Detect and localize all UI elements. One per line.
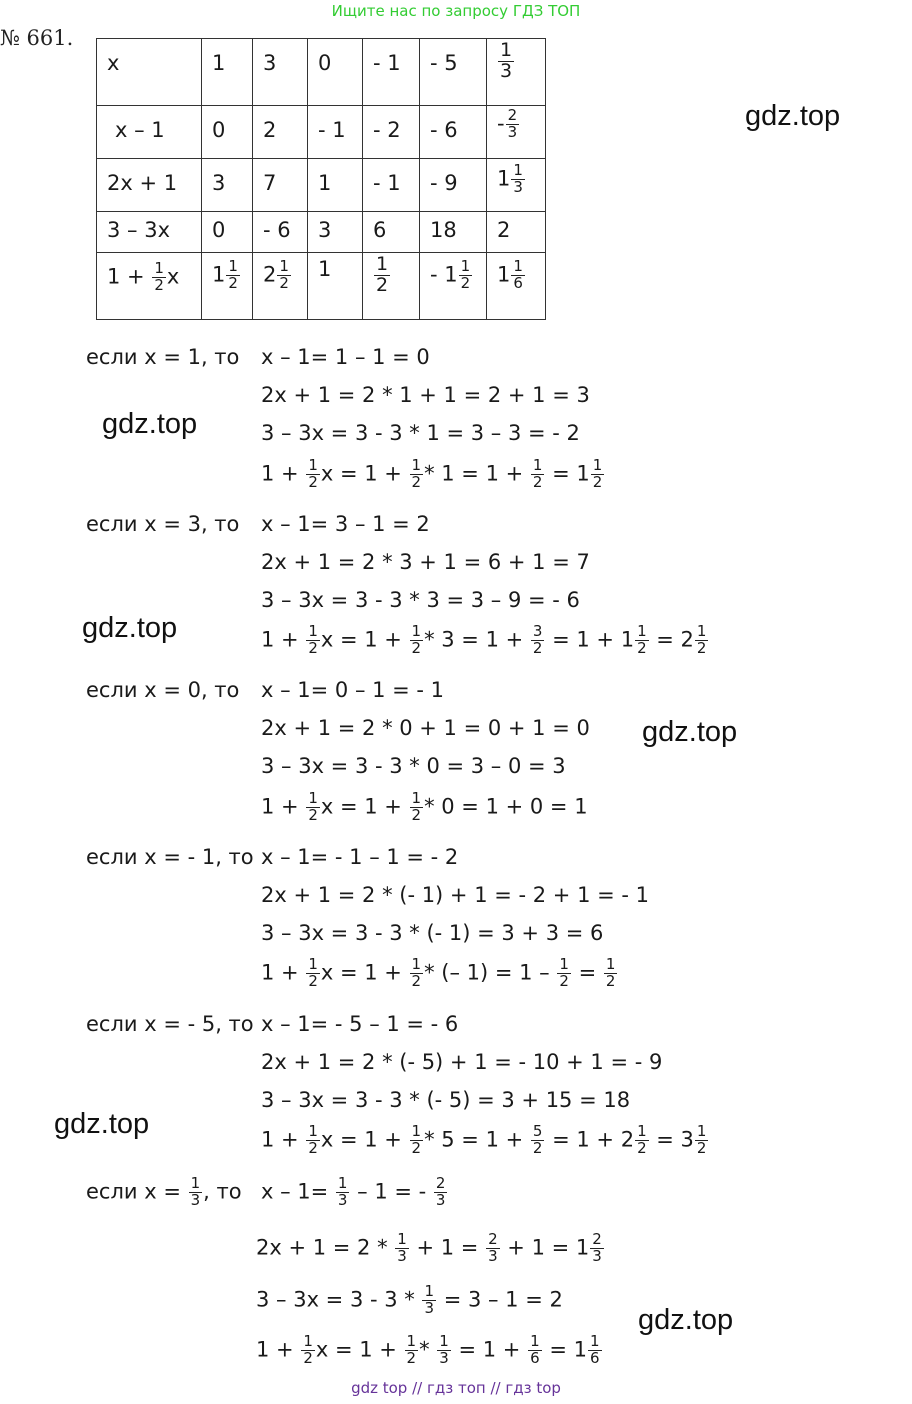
equation: 2x + 1 = 2 * 1 + 1 = 2 + 1 = 3 (261, 383, 590, 407)
condition-x-one-third: если x = $\frac{1}{3}$ , то (86, 1174, 242, 1209)
condition-x-minus-5: если x = - 5, то (86, 1012, 254, 1036)
equation: 3 – 3x = 3 - 3 * (- 1) = 3 + 3 = 6 (261, 921, 604, 945)
equation: 3 – 3x = 3 - 3 * $\frac{1}{3}$ = 3 – 1 = 2 (256, 1282, 563, 1317)
equation: x – 1= 1 – 1 = 0 (261, 345, 430, 369)
watermark: gdz.top (82, 612, 178, 644)
condition-x-3: если x = 3, то (86, 512, 240, 536)
equation: x – 1= - 5 – 1 = - 6 (261, 1012, 459, 1036)
equation: 1 + $\frac{1}{2}$ x = 1 + $\frac{1}{2}$ * (– 1) = 1 – $\frac{1}{2}$ = $\frac{1}{2}$ (261, 955, 616, 990)
watermark: gdz.top (54, 1108, 150, 1140)
equation: 3 – 3x = 3 - 3 * 0 = 3 – 0 = 3 (261, 754, 566, 778)
equation: 2x + 1 = 2 * $\frac{1}{3}$ + 1 = $\frac{2}{3}$ + 1 = 1 $\frac{2}{3}$ (256, 1230, 602, 1265)
equation: 2x + 1 = 2 * 3 + 1 = 6 + 1 = 7 (261, 550, 590, 574)
problem-number: № 661. (0, 26, 74, 50)
equation: 3 – 3x = 3 - 3 * 1 = 3 – 3 = - 2 (261, 421, 580, 445)
watermark: gdz.top (745, 100, 841, 132)
equation: x – 1= - 1 – 1 = - 2 (261, 845, 459, 869)
equation: 1 + $\frac{1}{2}$ x = 1 + $\frac{1}{2}$ * 5 = 1 + $\frac{5}{2}$ = 1 + 2 $\frac{1}{2}$ = 3 $\frac{1}{2}$ (261, 1122, 707, 1157)
condition-x-1: если x = 1, то (86, 345, 240, 369)
watermark: gdz.top (642, 716, 738, 748)
equation: 3 – 3x = 3 - 3 * (- 5) = 3 + 15 = 18 (261, 1088, 631, 1112)
watermark: gdz.top (638, 1304, 734, 1336)
condition-x-minus-1: если x = - 1, то (86, 845, 254, 869)
table-row: 3 – 3x 0 - 6 3 6 18 2 (97, 212, 546, 253)
equation: x – 1= 3 – 1 = 2 (261, 512, 430, 536)
equation: 2x + 1 = 2 * 0 + 1 = 0 + 1 = 0 (261, 716, 590, 740)
equation: 1 + $\frac{1}{2}$ x = 1 + $\frac{1}{2}$ * 1 = 1 + $\frac{1}{2}$ = 1 $\frac{1}{2}$ (261, 456, 603, 491)
equation: 3 – 3x = 3 - 3 * 3 = 3 – 9 = - 6 (261, 588, 580, 612)
search-banner: Ищите нас по запросу ГДЗ ТОП (331, 2, 581, 20)
watermark: gdz.top (102, 408, 198, 440)
equation: 2x + 1 = 2 * (- 5) + 1 = - 10 + 1 = - 9 (261, 1050, 663, 1074)
equation: 1 + $\frac{1}{2}$ x = 1 + $\frac{1}{2}$ * 3 = 1 + $\frac{3}{2}$ = 1 + 1 $\frac{1}{2}$ = 2 $\frac{1}{2}$ (261, 622, 707, 657)
condition-x-0: если x = 0, то (86, 678, 240, 702)
equation: x – 1= $\frac{1}{3}$ – 1 = - $\frac{2}{3}$ (261, 1174, 446, 1209)
equation: 1 + $\frac{1}{2}$ x = 1 + $\frac{1}{2}$ * 0 = 1 + 0 = 1 (261, 789, 588, 824)
table-row: 2x + 1 3 7 1 - 1 - 9 1 $\frac{1}{3}$ (97, 159, 546, 212)
table-row: x – 1 0 2 - 1 - 2 - 6 - $\frac{2}{3}$ (97, 106, 546, 159)
equation: 2x + 1 = 2 * (- 1) + 1 = - 2 + 1 = - 1 (261, 883, 649, 907)
table-row: 1 + $\frac{1}{2}$ x 1 $\frac{1}{2}$ 2 $\frac{1}{2}$ 1 $\frac{1}{2}$ - 1 $\frac{1}{2}$ 1 $\frac{1}{6}$ (97, 253, 546, 320)
equation: x – 1= 0 – 1 = - 1 (261, 678, 445, 702)
table-row: x 1 3 0 - 1 - 5 $\frac{1}{3}$ (97, 39, 546, 106)
footer-text: gdz top // гдз топ // гдз top (351, 1379, 561, 1397)
values-table (96, 38, 546, 320)
equation: 1 + $\frac{1}{2}$ x = 1 + $\frac{1}{2}$ * $\frac{1}{3}$ = 1 + $\frac{1}{6}$ = 1 $\frac{1}{6}$ (256, 1332, 600, 1367)
